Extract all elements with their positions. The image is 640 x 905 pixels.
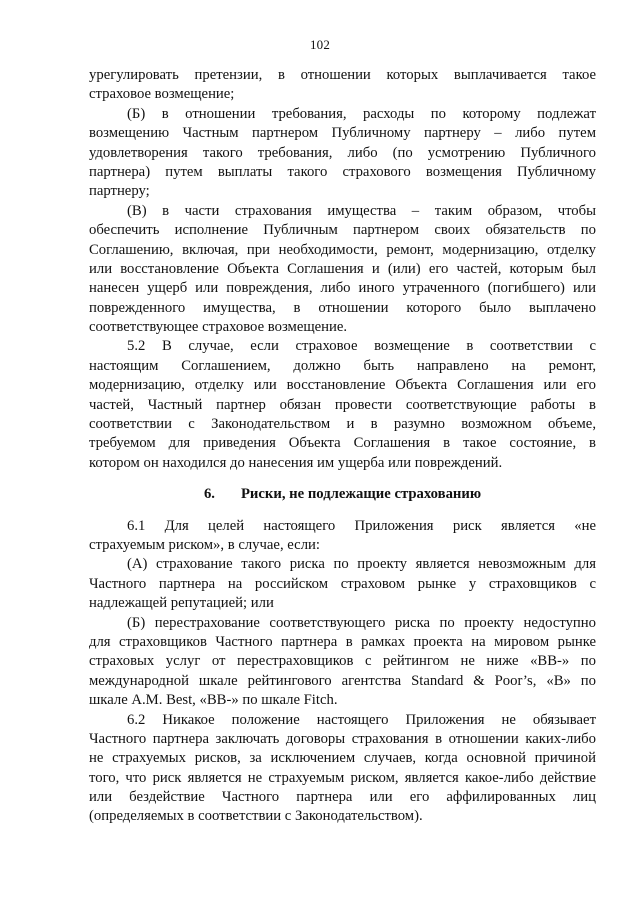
text-line: урегулировать претензии, в отношении которых выплачивается такое (89, 67, 596, 83)
text-line: нанесен ущерб или повреждения, либо иного утраченного (погибшего) или (89, 280, 596, 297)
text-line: или восстановление Объекта Соглашения и (или) его частей, которым был (89, 260, 596, 277)
text-line: возмещению Частным партнером Публичному партнеру – либо путем (89, 125, 596, 142)
section-title: Риски, не подлежащие страхованию (240, 486, 482, 503)
section-heading (89, 485, 596, 504)
text-line: модернизацию, отделку или восстановление Объекта Соглашения или его (89, 377, 596, 394)
text-line: международной шкале рейтингового агентства Standard & Poor’s, «B» по (89, 672, 596, 689)
text-line: 5.2 В случае, если страховое возмещение в соответствии с (127, 338, 596, 355)
page-number: 102 (309, 37, 331, 52)
text-line: 6.1 Для целей настоящего Приложения риск является «не (127, 517, 596, 534)
text-line: (В) в части страхования имущества – таким образом, чтобы (127, 202, 596, 219)
text-line: обеспечить исполнение Публичным партнером своих обязательств по (89, 222, 596, 239)
text-line: (Б) в отношении требования, расходы по которому подлежат (127, 105, 596, 122)
section-number: 6. (203, 486, 215, 503)
text-line: или бездействие Частного партнера или его аффилированных лиц (89, 789, 596, 806)
text-line: требуемом для приведения Объекта Соглашения в такое состояние, в (89, 435, 596, 452)
text-line: (определяемых в соответствии с Законодательством). (89, 808, 423, 825)
text-line: (А) страхование такого риска по проекту является невозможным для (127, 556, 596, 573)
document-body (89, 66, 596, 827)
text-line: надлежащей репутацией; или (89, 595, 274, 612)
text-line: поврежденного имущества, в отношении которого было выплачено (89, 299, 596, 316)
text-line: котором он находился до нанесения им ущерба или повреждений. (89, 454, 503, 471)
text-line: настоящим Соглашением, должно быть направлено на ремонт, (89, 357, 596, 374)
text-line: (Б) перестрахование соответствующего риска по проекту недоступно (127, 614, 596, 631)
text-line: страховое возмещение; (89, 86, 235, 103)
text-line: шкале A.M. Best, «BB-» по шкале Fitch. (89, 692, 338, 709)
text-line: частей, Частный партнер обязан провести соответствующие работы в (89, 396, 596, 413)
paragraph-gap (89, 473, 596, 485)
text-line: удовлетворения такого требования, либо (по усмотрению Публичного (89, 144, 596, 161)
text-line: для страховщиков Частного партнера в рамках проекта на мировом рынке (89, 633, 596, 650)
text-line: страховых услуг от перестраховщиков с рейтингом не ниже «BB-» по (89, 653, 596, 670)
paragraph-gap (89, 505, 596, 517)
text-line: страхуемым риском», в случае, если: (89, 536, 320, 553)
text-line: Соглашению, включая, при необходимости, ремонт, модернизацию, отделку (89, 241, 596, 258)
text-line: 6.2 Никакое положение настоящего Приложения не обязывает (127, 711, 596, 728)
text-line: партнеру; (89, 183, 150, 200)
text-line: Частного партнера на российском страховом рынке у страховщиков с (89, 575, 596, 592)
text-line: партнера) путем выплаты такого страхового возмещения Публичному (89, 163, 596, 180)
text-line: того, что риск является не страхуемым риском, является какое-либо действие (89, 769, 596, 786)
text-line: Частного партнера заключать договоры страхования в отношении каких-либо (89, 730, 596, 747)
text-line: соответствующее страховое возмещение. (89, 319, 348, 336)
text-line: не страхуемых рисков, за исключением случаев, когда основной причиной (89, 750, 596, 767)
text-line: соответствии с Законодательством и в разумно возможном объеме, (89, 416, 596, 433)
